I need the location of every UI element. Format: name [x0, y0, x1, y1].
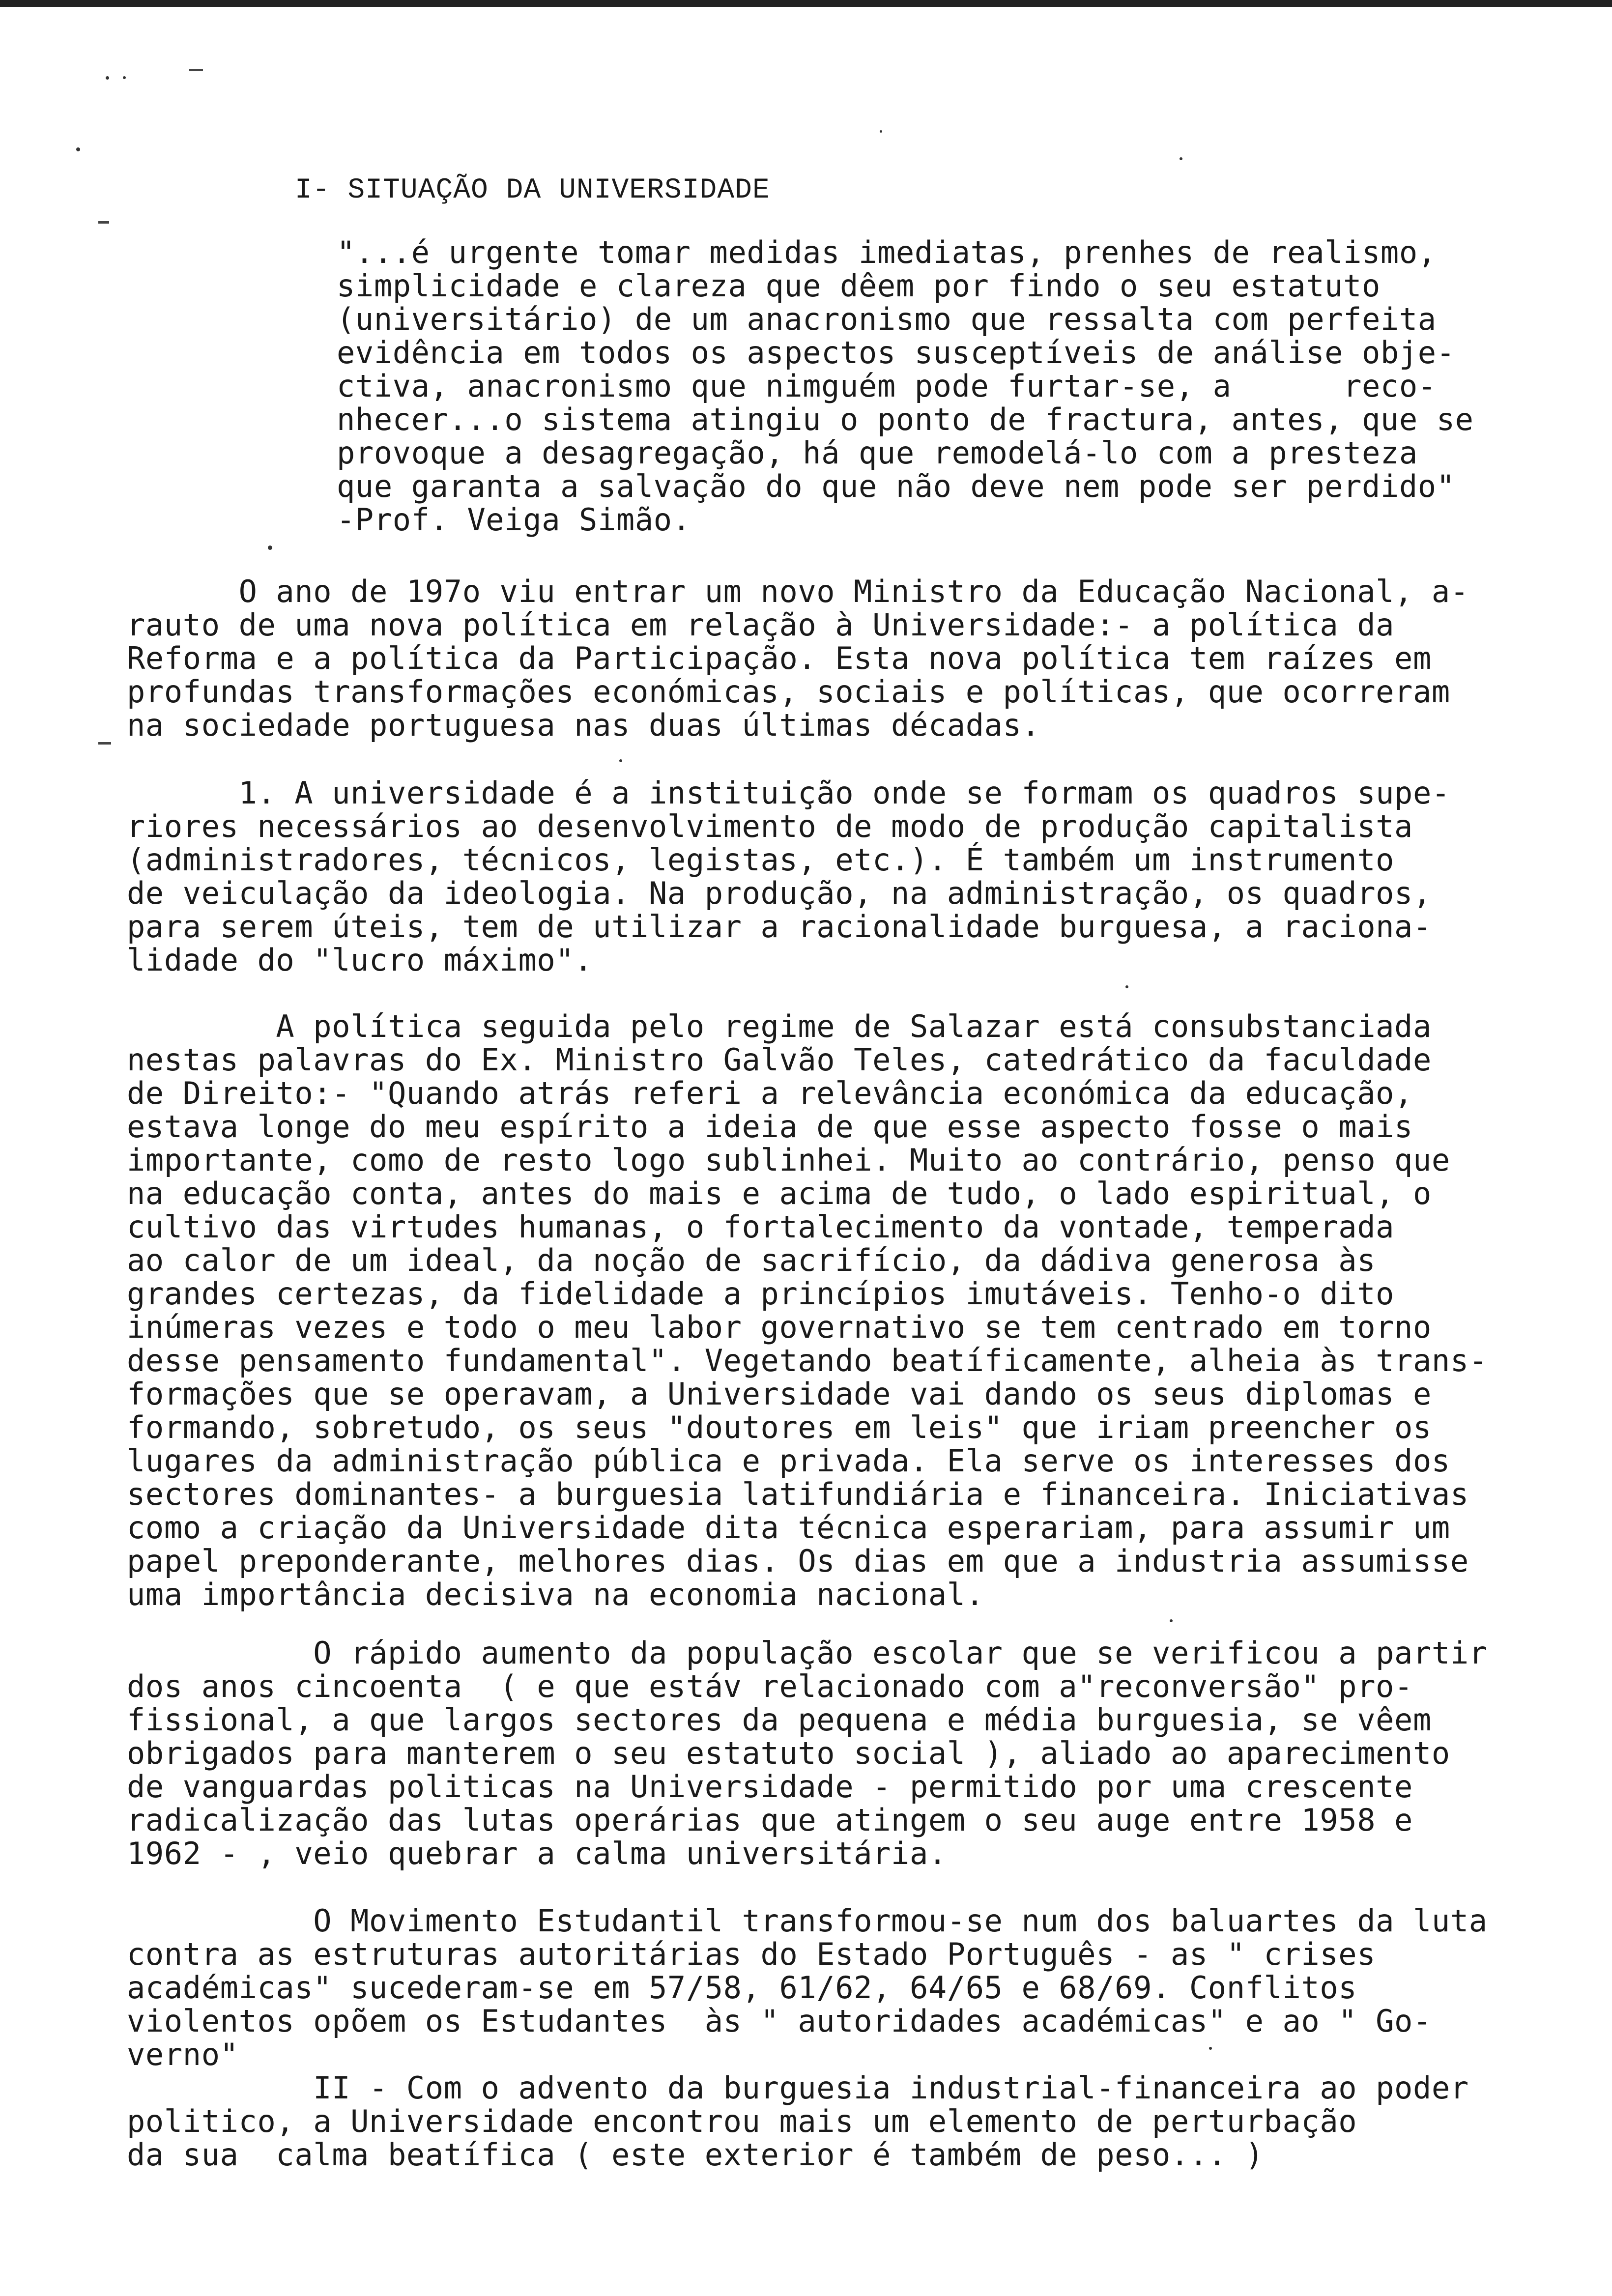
- paragraph: A política seguida pelo regime de Salazar está consubstanciada nestas palavras do Ex. Ministro Galvão Teles, catedrático da faculdade de Direito:- "Quando atrás referi a relevância económica da educação, estava longe do meu espírito a ideia de que esse aspecto fosse o mais importante, como de resto logo sublinhei. Muito ao contrário, penso que na educação conta, antes do mais e acima de tudo, o lado espiritual, o cultivo das virtudes humanas, o fortalecimento da vontade, temperada ao calor de um ideal, da noção de sacrifício, da dádiva generosa às grandes certezas, da fidelidade a princípios imutáveis. Tenho-o dito inúmeras vezes e todo o meu labor governativo se tem centrado em torno desse pensamento fundamental". Vegetando beatíficamente, alheia às trans- formações que se operavam, a Universidade vai dando os seus diplomas e formando, sobretudo, os seus "doutores em leis" que iriam preencher os lugares da administração pública e privada. Ela serve os interesses dos sectores dominantes- a burguesia latifundiária e financeira. Iniciativas como a criação da Universidade dita técnica esperariam, para assumir um papel preponderante, melhores dias. Os dias em que a industria assumisse uma importância decisiva na economia nacional.: [127, 1008, 1488, 1612]
- paragraph: O ano de 197o viu entrar um novo Ministro da Educação Nacional, a- rauto de uma nova política em relação à Universidade:- a política da Reforma e a política da Participação. Esta nova política tem raízes em profundas transformações económicas, sociais e políticas, que ocorreram na sociedade portuguesa nas duas últimas décadas.: [127, 574, 1469, 743]
- scan-mark: [98, 221, 109, 224]
- scan-speck: [76, 147, 80, 151]
- section-heading: I- SITUAÇÃO DA UNIVERSIDADE: [295, 174, 770, 206]
- scan-mark: [189, 69, 203, 71]
- epigraph-quote: "...é urgente tomar medidas imediatas, prenhes de realismo, simplicidade e clareza que dêem por findo o seu estatuto (universitário) de um anacronismo que ressalta com perfeita evidência em todos os aspectos susceptíveis de análise obje- ctiva, anacronismo que nimguém pode furtar-se, a reco- nhecer...o sistema atingiu o ponto de fractura, antes, que se provoque a desagregação, há que remodelá-lo com a presteza que garanta a salvação do que não deve nem pode ser perdido" -Prof. Veiga Simão.: [337, 234, 1474, 538]
- page-top-edge: [0, 0, 1612, 7]
- scan-speck: [106, 76, 109, 80]
- scan-speck: [880, 130, 882, 133]
- scan-speck: [123, 76, 126, 79]
- scan-speck: [619, 759, 622, 762]
- paragraph: 1. A universidade é a instituição onde se formam os quadros supe- riores necessários ao desenvolvimento de modo de produção capitalista (administradores, técnicos, legistas, etc.). É também um instrumento de veiculação da ideologia. Na produção, na administração, os quadros, para serem úteis, tem de utilizar a racionalidade burguesa, a raciona- lidade do "lucro máximo".: [127, 775, 1450, 978]
- scan-speck: [1180, 157, 1182, 160]
- scan-mark: [98, 742, 111, 745]
- scan-speck: [1125, 985, 1128, 988]
- paragraph: II - Com o advento da burguesia industrial-financeira ao poder politico, a Universidade encontrou mais um elemento de perturbação da sua calma beatífica ( este exterior é também de peso... ): [127, 2070, 1469, 2173]
- scan-speck: [268, 545, 272, 550]
- paragraph: O rápido aumento da população escolar que se verificou a partir dos anos cincoenta ( e que estáv relacionado com a"reconversão" pro- fissional, a que largos sectores da pequena e média burguesia, se vêem obrigados para manterem o seu estatuto social ), aliado ao aparecimento de vanguardas politicas na Universidade - permitido por uma crescente radicalização das lutas operárias que atingem o seu auge entre 1958 e 1962 - , veio quebrar a calma universitária.: [127, 1635, 1488, 1871]
- scan-speck: [1170, 1619, 1173, 1622]
- paragraph: O Movimento Estudantil transformou-se num dos baluartes da luta contra as estruturas autoritárias do Estado Português - as " crises académicas" sucederam-se em 57/58, 61/62, 64/65 e 68/69. Conflitos violentos opõem os Estudantes às " autoridades académicas" e ao " Go- verno": [127, 1903, 1488, 2072]
